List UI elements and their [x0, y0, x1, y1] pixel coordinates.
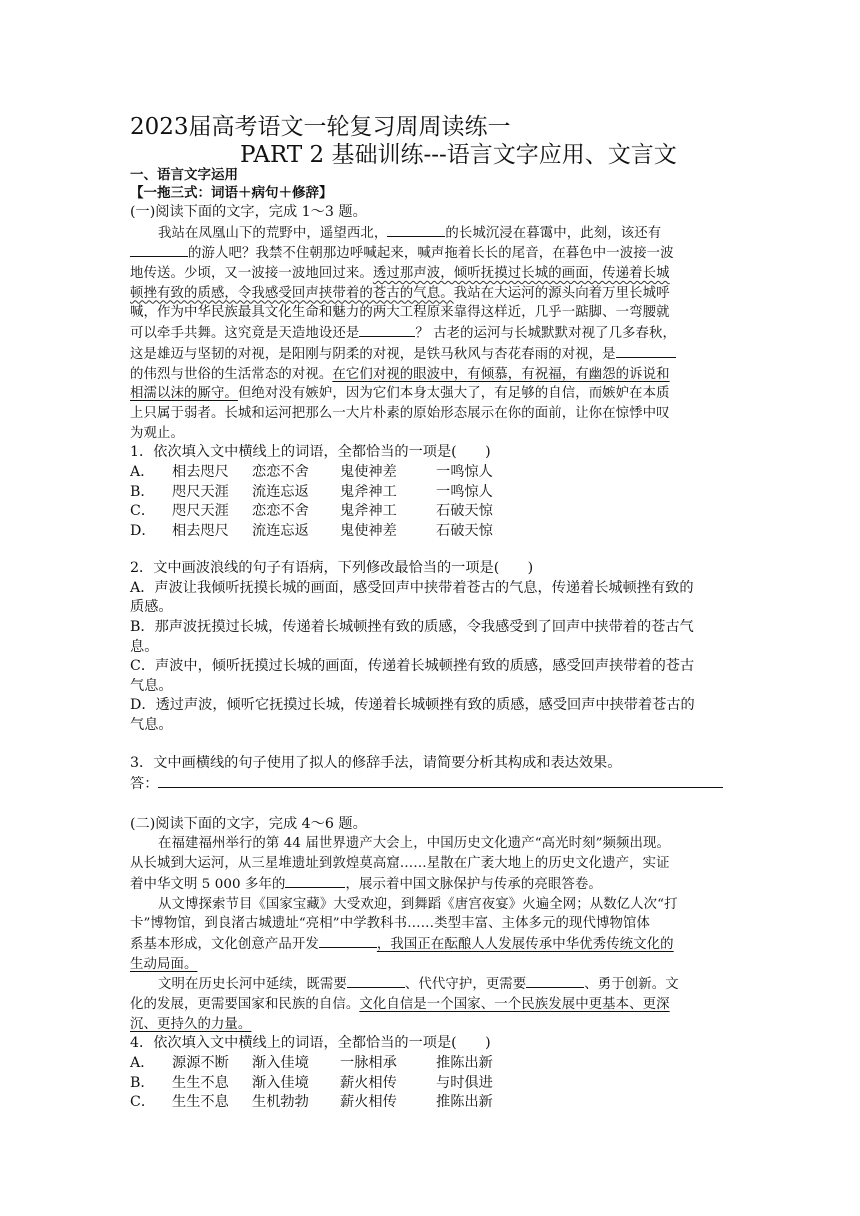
passage-line	[130, 1015, 730, 1035]
question-1-options	[130, 463, 730, 541]
underlined-sentence: 相濡以沫的厮守。	[130, 386, 238, 402]
document-body	[130, 166, 730, 1113]
option-row[interactable]: B． 生生不息 渐入佳境 薪火相传 与时俱进	[130, 1074, 493, 1091]
part1-heading: (一)阅读下面的文字，完成 1～3 题。	[130, 204, 367, 220]
option-row[interactable]: C． 咫尺天涯 恋恋不舍 鬼斧神工 石破天惊	[130, 503, 493, 520]
option-b-line[interactable]: B．那声波抚摸过长城，传递着长城顿挫有致的质感，令我感受到了回声中挟带着的苍古气	[130, 619, 694, 636]
question-4: 4．依次填入文中横线上的词语，全都恰当的一项是( )	[130, 1035, 491, 1052]
fill-blank[interactable]	[359, 323, 415, 337]
option-c-line[interactable]: C．声波中，倾听抚摸过长城的画面，传递着长城顿挫有致的质感，感受回声挟带着的苍古	[130, 658, 695, 675]
passage-line: 我站在凤凰山下的荒野中，遥望西北， 的长城沉浸在暮霭中，此刻，该还有	[130, 223, 730, 244]
passage-line: 喊，作为中华民族最具文化生命和魅力的两大工程原来靠得这样近，几乎一踮脚、一弯腰就	[130, 305, 670, 321]
question-3: 3．文中画横线的句子使用了拟人的修辞手法，请简要分析其构成和表达效果。	[130, 754, 622, 771]
fill-blank[interactable]	[285, 874, 345, 888]
part2-heading: (二)阅读下面的文字，完成 4～6 题。	[130, 815, 367, 832]
fill-blank[interactable]	[387, 223, 445, 237]
fill-blank[interactable]	[130, 243, 188, 257]
passage-line: 着中华文明 5 000 多年的 ，展示着中国文脉保护与传承的亮眼答卷。	[130, 874, 730, 895]
underlined-sentence: 沉、更持久的力量。	[130, 1016, 252, 1032]
passage-line: 从长城到大运河，从三星堆遗址到敦煌莫高窟……星散在广袤大地上的历史文化遗产，实证	[130, 856, 670, 872]
passage-line: 地传送。少顷，又一波接一波地回过来。透过那声波，倾听抚摸过长城的画面，传递着长城	[130, 266, 670, 281]
answer-line[interactable]	[158, 773, 723, 788]
option-row[interactable]: C． 生生不息 生机勃勃 薪火相传 推陈出新	[130, 1094, 493, 1111]
underlined-sentence: 生动局面。	[130, 956, 198, 972]
section-subheading: 【一拖三式：词语＋病句＋修辞】	[130, 185, 333, 201]
option-row[interactable]: A． 相去咫尺 恋恋不舍 鬼使神差 一鸣惊人	[130, 463, 493, 480]
passage-line: 卡”博物馆，到良渚古城遗址“亮相”中学教科书……类型丰富、主体多元的现代博物馆体	[130, 916, 650, 932]
passage-line: 相濡以沫的厮守。但绝对没有嫉妒，因为它们本身太强大了，有足够的自信，而嫉妒在本质	[130, 386, 670, 402]
option-row[interactable]: B． 咫尺天涯 流连忘返 鬼斧神工 一鸣惊人	[130, 483, 493, 500]
answer-label: 答：	[130, 776, 159, 793]
passage-line: 系基本形成，文化创意产品开发 ，我国正在酝酿人人发展传承中华优秀传统文化的	[130, 934, 730, 955]
wavy-sentence: 透过那声波，倾听抚摸过长城的画面，传递着长城	[372, 266, 670, 281]
passage-line: 可以牵手共舞。这究竟是天造地设还是 ？ 古老的运河与长城默默对视了几多春秋，	[130, 323, 730, 344]
passage-line: 这是雄迈与坚韧的对视，是阳刚与阴柔的对视，是铁马秋风与杏花春雨的对视，是	[130, 344, 730, 365]
option-c-line[interactable]: 气息。	[130, 677, 173, 694]
wavy-sentence: 顿挫有致的质感，令我感受回声挟带着的苍古的气息。	[130, 285, 454, 301]
passage-line: 从文博探索节目《国家宝藏》大受欢迎，到舞蹈《唐宫夜宴》火遍全网；从数亿人次“打	[158, 896, 678, 912]
fill-blank[interactable]	[347, 974, 405, 988]
option-row[interactable]: D． 相去咫尺 流连忘返 鬼使神差 石破天惊	[130, 522, 493, 539]
option-a-line[interactable]: A．声波让我倾听抚摸长城的画面，感受回声中挟带着苍古的气息，传递着长城顿挫有致的	[130, 579, 694, 596]
passage-line: 顿挫有致的质感，令我感受回声挟带着的苍古的气息。我站在大运河的源头向着万里长城呼	[130, 285, 670, 301]
option-b-line[interactable]: 息。	[130, 638, 159, 655]
option-d-line[interactable]: D．透过声波，倾听它抚摸过长城，传递着长城顿挫有致的质感，感受回声中挟带着苍古的	[130, 697, 695, 714]
question-4-options	[130, 1054, 730, 1113]
passage-line: 为观止。	[130, 425, 184, 441]
part2-passage	[130, 834, 730, 1034]
fill-blank[interactable]	[616, 344, 676, 358]
underlined-sentence: ，我国正在酝酿人人发展传承中华优秀传统文化的	[376, 936, 674, 952]
passage-line: 化的发展，更需要国家和民族的自信。文化自信是一个国家、一个民族发展中更基本、更深	[130, 997, 670, 1013]
option-row[interactable]: A． 源源不断 渐入佳境 一脉相承 推陈出新	[130, 1055, 493, 1072]
question-2: 2．文中画波浪线的句子有语病，下列修改最恰当的一项是( )	[130, 560, 534, 577]
section-heading: 一、语言文字运用	[130, 167, 238, 183]
passage-line: 的伟烈与世俗的生活常态的对视。在它们对视的眼波中，有倾慕，有祝福，有幽怨的诉说和	[130, 366, 670, 382]
passage-line: 的游人吧？我禁不住朝那边呼喊起来，喊声拖着长长的尾音，在暮色中一波接一波	[130, 243, 730, 264]
question-1: 1．依次填入文中横线上的词语，全都恰当的一项是( )	[130, 444, 491, 461]
passage-line: 在福建福州举行的第 44 届世界遗产大会上，中国历史文化遗产“高光时刻”频频出现。	[158, 836, 671, 852]
option-d-line[interactable]: 气息。	[130, 717, 173, 734]
document-subtitle: PART 2 基础训练---语言文字应用、文言文	[240, 142, 677, 168]
answer-row	[130, 773, 730, 795]
passage-line: 上只属于弱者。长城和运河把那么一大片朴素的原始形态展示在你的面前，让你在惊悸中叹	[130, 405, 670, 421]
passage-line: 文明在历史长河中延续，既需要 、代代守护，更需要 、勇于创新。文	[130, 974, 730, 995]
passage-line	[130, 955, 730, 975]
fill-blank[interactable]	[526, 974, 584, 988]
document-title: 2023届高考语文一轮复习周周读练一	[130, 114, 511, 140]
option-a-line[interactable]: 质感。	[130, 599, 173, 616]
underlined-sentence: 在它们对视的眼波中，有倾慕，有祝福，有幽怨的诉说和	[332, 366, 670, 382]
underlined-sentence: 文化自信是一个国家、一个民族发展中更基本、更深	[359, 997, 670, 1013]
part1-passage	[130, 223, 730, 444]
fill-blank[interactable]	[319, 934, 377, 948]
